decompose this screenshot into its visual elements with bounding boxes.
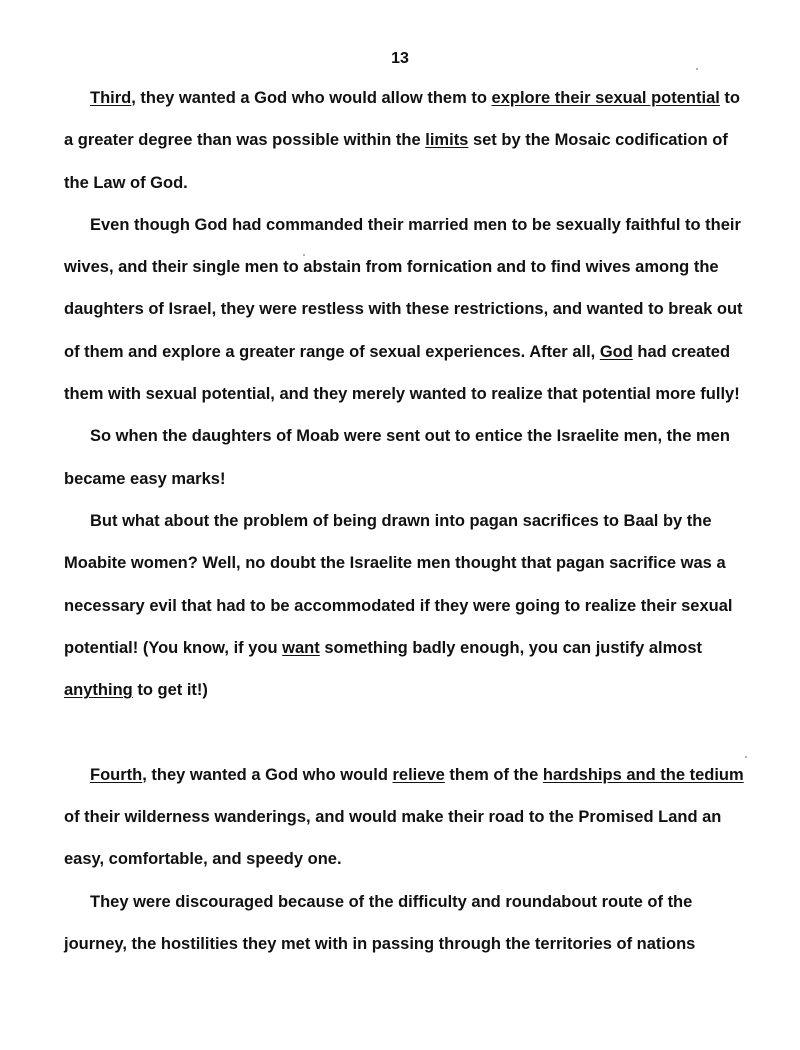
scan-speck bbox=[303, 254, 305, 256]
underlined-text: God bbox=[599, 342, 633, 361]
underlined-text: Third bbox=[90, 89, 132, 107]
paragraph bbox=[64, 415, 744, 500]
underlined-text: hardships and the tedium bbox=[542, 765, 744, 784]
paragraph bbox=[64, 754, 744, 881]
text-run: to get it!) bbox=[132, 681, 208, 700]
paragraph bbox=[64, 500, 744, 711]
text-run: them of the bbox=[444, 765, 543, 784]
text-run: to a greater degree than was possible within the bbox=[64, 89, 741, 150]
scan-speck bbox=[696, 68, 698, 70]
paragraph bbox=[64, 204, 744, 415]
paragraph bbox=[64, 881, 744, 966]
text-run: something badly enough, you can justify almost bbox=[319, 638, 703, 657]
text-run: , they wanted a God who would allow them to bbox=[131, 89, 492, 107]
underlined-text: Fourth bbox=[90, 765, 143, 784]
underlined-text: limits bbox=[425, 131, 469, 150]
text-run: , they wanted a God who would bbox=[142, 765, 393, 784]
text-run: They were discouraged because of the difficulty and roundabout route of the journey, the hostilities they met with in passing through the territories of nations bbox=[64, 892, 696, 953]
text-run: set by the Mosaic codification of the Law of God. bbox=[64, 131, 728, 192]
underlined-text: explore their sexual potential bbox=[491, 89, 720, 107]
underlined-text: want bbox=[282, 638, 320, 657]
underlined-text: relieve bbox=[392, 765, 445, 784]
text-run: But what about the problem of being drawn into pagan sacrifices to Baal by the Moabite women? Well, no doubt the Israelite men thought that pagan sacrifice was a necessary evil that had to be accommodated if they were going to realize their sexual potential! (You know, if you bbox=[64, 511, 733, 657]
text-run: had created them with sexual potential, and they merely wanted to realize that potential more fully! bbox=[64, 342, 740, 404]
text-run: So when the daughters of Moab were sent out to entice the Israelite men, the men became easy marks! bbox=[64, 427, 730, 488]
body-text bbox=[64, 77, 744, 965]
scan-speck bbox=[745, 756, 747, 758]
paragraph-spacer bbox=[64, 711, 744, 753]
paragraph bbox=[64, 77, 744, 204]
text-run: Even though God had commanded their married men to be sexually faithful to their wives, and their single men to abstain from fornication and to find wives among the daughters of Israel, they were restless with these restrictions, and wanted to break out of them and explore a greater range of sexual experiences. After all, bbox=[64, 215, 743, 361]
page-number: 13 bbox=[391, 50, 409, 67]
text-run: of their wilderness wanderings, and would make their road to the Promised Land an easy, comfortable, and speedy one. bbox=[64, 808, 722, 869]
underlined-text: anything bbox=[64, 681, 133, 700]
